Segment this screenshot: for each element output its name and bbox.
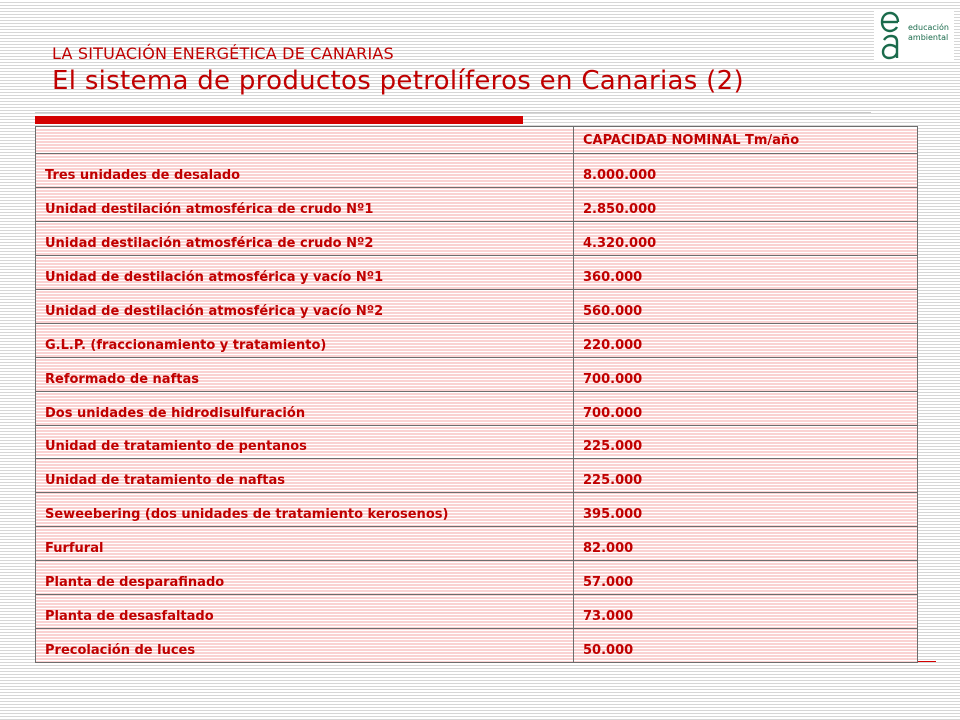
ea-logo-icon — [876, 10, 906, 62]
unit-name-text: G.L.P. (fraccionamiento y tratamiento) — [45, 337, 327, 353]
unit-name-text: Unidad de tratamiento de pentanos — [45, 439, 307, 455]
unit-name-cell — [36, 391, 574, 425]
unit-name-cell — [36, 255, 574, 289]
capacity-value-text: 50.000 — [583, 643, 634, 658]
unit-name-text: Reformado de naftas — [45, 371, 199, 387]
logo-text-line2: ambiental — [908, 33, 949, 42]
unit-name-cell — [36, 527, 574, 561]
educacion-ambiental-logo — [874, 10, 954, 62]
table-row — [36, 629, 918, 663]
unit-name-cell — [36, 154, 574, 188]
capacity-value-cell — [574, 425, 918, 459]
capacity-table-container — [35, 126, 918, 663]
unit-name-text: Seweebering (dos unidades de tratamiento kerosenos) — [45, 507, 449, 523]
table-row — [36, 289, 918, 323]
title-divider-thin — [35, 112, 871, 113]
unit-name-cell — [36, 629, 574, 663]
table-row — [36, 561, 918, 595]
capacity-value-cell — [574, 459, 918, 493]
table-row — [36, 527, 918, 561]
unit-name-text: Unidad de destilación atmosférica y vacío Nº2 — [45, 303, 384, 319]
unit-name-text: Dos unidades de hidrodisulfuración — [45, 405, 306, 421]
unit-name-text: Furfural — [45, 541, 104, 557]
unit-name-text: Unidad destilación atmosférica de crudo Nº2 — [45, 235, 374, 251]
capacity-value-cell — [574, 595, 918, 629]
table-row — [36, 425, 918, 459]
table-row — [36, 221, 918, 255]
unit-name-cell — [36, 221, 574, 255]
unit-name-cell — [36, 595, 574, 629]
capacity-value-text: 560.000 — [583, 303, 643, 319]
capacity-value-text: 700.000 — [583, 405, 643, 421]
capacity-value-text: 225.000 — [583, 439, 643, 455]
table-row — [36, 323, 918, 357]
table-row — [36, 357, 918, 391]
unit-name-cell — [36, 323, 574, 357]
table-header-row — [36, 127, 918, 154]
capacity-value-cell — [574, 629, 918, 663]
capacity-value-text: 700.000 — [583, 371, 643, 387]
capacity-value-text: 82.000 — [583, 541, 634, 557]
capacity-table-body — [36, 127, 918, 663]
capacity-table — [35, 126, 918, 663]
capacity-value-cell — [574, 527, 918, 561]
capacity-value-text: 220.000 — [583, 337, 643, 353]
logo-text — [908, 23, 949, 43]
unit-name-text: Unidad de tratamiento de naftas — [45, 473, 286, 489]
header-cell-capacity — [574, 127, 918, 154]
table-row — [36, 154, 918, 188]
capacity-value-text: 57.000 — [583, 575, 634, 591]
unit-name-cell — [36, 493, 574, 527]
unit-name-text: Planta de desparafinado — [45, 575, 225, 591]
capacity-value-cell — [574, 357, 918, 391]
unit-name-cell — [36, 561, 574, 595]
unit-name-cell — [36, 425, 574, 459]
unit-name-text: Tres unidades de desalado — [45, 168, 241, 184]
header-cell-unit — [36, 127, 574, 154]
capacity-value-text: 2.850.000 — [583, 201, 657, 217]
unit-name-cell — [36, 357, 574, 391]
slide-title: El sistema de productos petrolíferos en Canarias (2) — [52, 66, 744, 96]
unit-name-cell — [36, 459, 574, 493]
unit-name-text: Planta de desasfaltado — [45, 609, 214, 625]
header-cell-capacity-text: CAPACIDAD NOMINAL Tm/año — [583, 132, 800, 148]
title-divider-red — [35, 116, 523, 124]
capacity-value-cell — [574, 391, 918, 425]
capacity-value-text: 395.000 — [583, 507, 643, 523]
logo-text-line1: educación — [908, 23, 949, 32]
capacity-value-text: 360.000 — [583, 269, 643, 285]
capacity-value-cell — [574, 493, 918, 527]
table-row — [36, 493, 918, 527]
capacity-value-text: 73.000 — [583, 609, 634, 625]
capacity-value-cell — [574, 323, 918, 357]
capacity-value-cell — [574, 154, 918, 188]
unit-name-cell — [36, 188, 574, 222]
capacity-value-cell — [574, 188, 918, 222]
capacity-value-cell — [574, 289, 918, 323]
unit-name-text: Unidad destilación atmosférica de crudo Nº1 — [45, 201, 374, 217]
table-row — [36, 595, 918, 629]
capacity-value-cell — [574, 221, 918, 255]
unit-name-cell — [36, 289, 574, 323]
table-row — [36, 459, 918, 493]
capacity-value-text: 8.000.000 — [583, 168, 657, 184]
table-corner-accent — [918, 661, 936, 662]
capacity-value-text: 225.000 — [583, 473, 643, 489]
table-row — [36, 255, 918, 289]
capacity-value-cell — [574, 255, 918, 289]
table-row — [36, 188, 918, 222]
capacity-value-cell — [574, 561, 918, 595]
unit-name-text: Precolación de luces — [45, 643, 196, 658]
table-row — [36, 391, 918, 425]
unit-name-text: Unidad de destilación atmosférica y vacío Nº1 — [45, 269, 384, 285]
slide-supertitle: LA SITUACIÓN ENERGÉTICA DE CANARIAS — [52, 44, 394, 63]
capacity-value-text: 4.320.000 — [583, 235, 657, 251]
